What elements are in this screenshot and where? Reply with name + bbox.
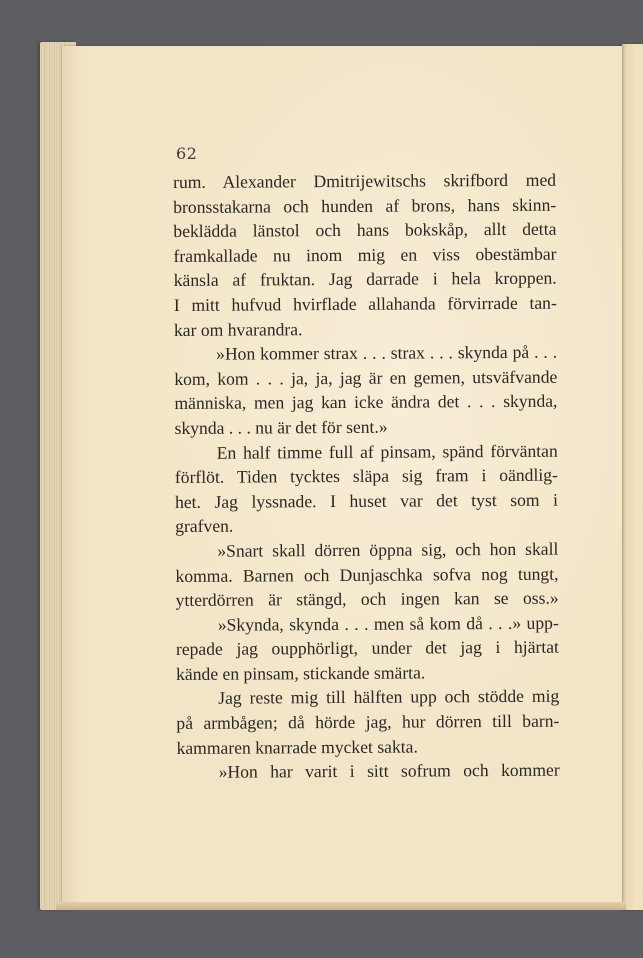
- text-line: bronsstakarna och hunden af brons, hans skinn-: [173, 194, 557, 217]
- text-line: kar om hvarandra.: [173, 318, 303, 340]
- text-line: framkallade nu inom mig en viss obestämbar: [173, 243, 557, 266]
- text-line: I mitt hufvud hvirflade allahanda förvirrade tan-: [173, 292, 557, 315]
- text-line: »Snart skall dörren öppna sig, och hon skall: [217, 538, 559, 561]
- text-line: komma. Barnen och Dunjaschka sofva nog tungt,: [175, 563, 559, 586]
- text-line: Jag reste mig till hälften upp och stödde mig: [218, 686, 560, 709]
- text-line: En half timme full af pinsam, spänd förväntan: [216, 440, 558, 463]
- text-line: »Hon har varit i sitt sofrum och kommer: [218, 759, 560, 782]
- text-line: kammaren knarrade mycket sakta.: [176, 736, 418, 758]
- text-line: förflöt. Tiden tycktes släpa sig fram i oändlig-: [174, 464, 558, 488]
- text-line: skynda . . . nu är det för sent.»: [174, 416, 388, 438]
- text-line: människa, men jag kan icke ändra det . . . skynda,: [174, 390, 558, 414]
- facing-page-edge: [622, 44, 643, 910]
- text-line: »Hon kommer strax . . . strax . . . skynda på . . .: [216, 341, 558, 364]
- page-number: 62: [176, 144, 198, 163]
- page-bottom-edge: [56, 902, 626, 910]
- text-line: på armbågen; då hörde jag, hur dörren till barn-: [176, 710, 560, 734]
- text-line: rum. Alexander Dmitrijewitschs skrifbord med: [173, 169, 557, 192]
- text-line: grafven.: [175, 515, 234, 537]
- text-line: känsla af fruktan. Jag darrade i hela kroppen.: [173, 268, 557, 291]
- text-line: kände en pinsam, stickande smärta.: [176, 662, 426, 684]
- text-line: repade jag oupphörligt, under det jag i hjärtat: [175, 636, 559, 660]
- body-text: [173, 168, 560, 785]
- text-line: »Skynda, skynda . . . men så kom då . . .» upp-: [217, 612, 559, 635]
- text-line: ytterdörren är stängd, och ingen kan se oss.»: [175, 587, 559, 611]
- text-line: kom, kom . . . ja, ja, jag är en gemen, utsväfvande: [174, 366, 558, 389]
- text-line: beklädda länstol och hans bokskåp, allt detta: [173, 218, 557, 242]
- text-line: het. Jag lyssnade. I huset var det tyst som i: [174, 489, 559, 512]
